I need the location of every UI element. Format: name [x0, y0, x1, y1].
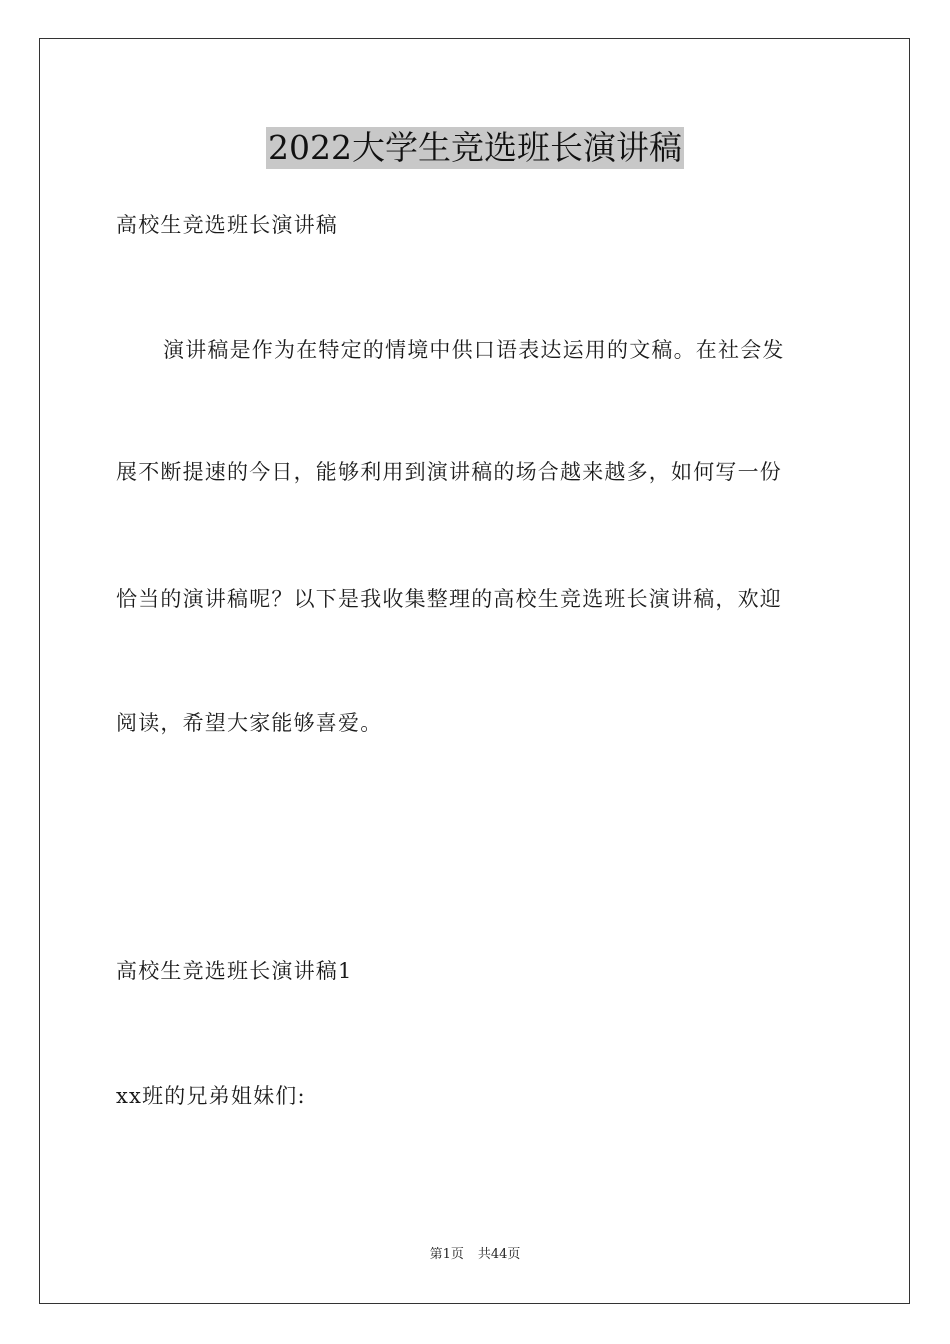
page-number: 第1页	[429, 1247, 464, 1262]
intro-line-1: 演讲稿是作为在特定的情境中供口语表达运用的文稿。在社会发	[163, 338, 785, 362]
title-container	[0, 127, 950, 169]
greeting: xx班的兄弟姐妹们:	[116, 1084, 306, 1108]
document-subtitle: 高校生竞选班长演讲稿	[116, 213, 338, 237]
total-pages: 共44页	[477, 1247, 521, 1262]
page-footer	[0, 1246, 950, 1264]
document-title: 2022大学生竞选班长演讲稿	[268, 128, 682, 167]
intro-line-2: 展不断提速的今日，能够利用到演讲稿的场合越来越多，如何写一份	[116, 460, 782, 484]
section-heading: 高校生竞选班长演讲稿1	[116, 959, 353, 983]
intro-line-3: 恰当的演讲稿呢？以下是我收集整理的高校生竞选班长演讲稿，欢迎	[116, 587, 782, 611]
intro-line-4: 阅读，希望大家能够喜爱。	[116, 711, 383, 735]
